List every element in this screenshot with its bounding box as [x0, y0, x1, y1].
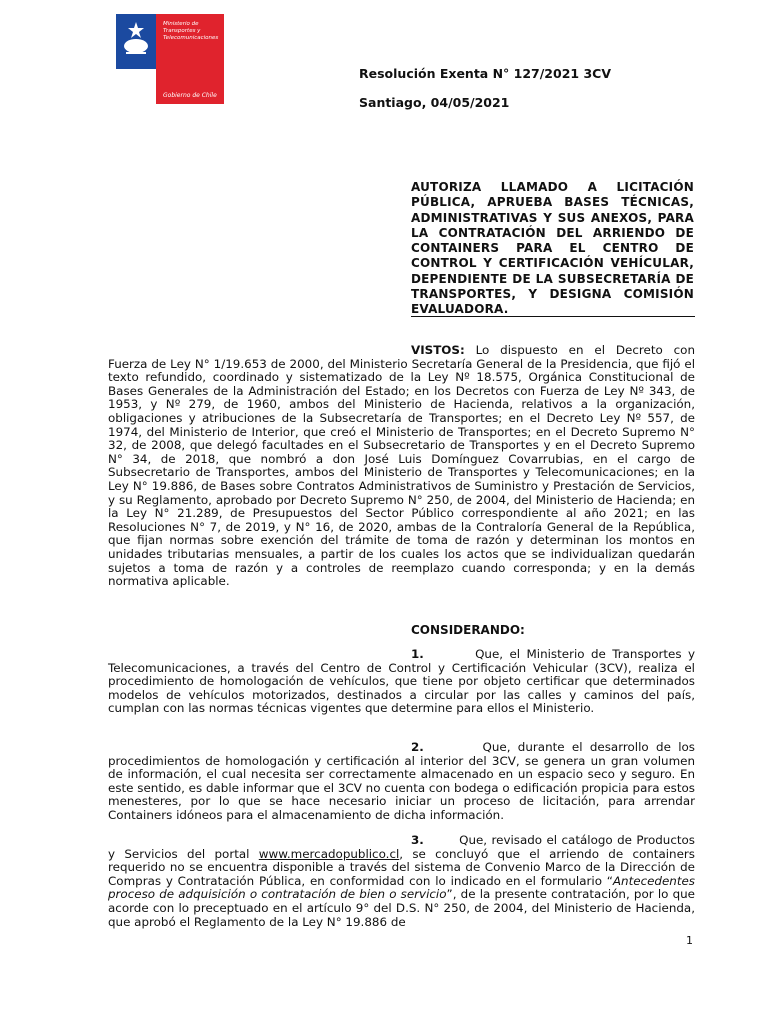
item-text-italic: Antecedentes proceso de adquisición o contratación de bien o servicio [108, 873, 695, 902]
item-number: 2. [411, 740, 424, 754]
page-number: 1 [686, 934, 693, 947]
logo-white-field [116, 69, 156, 104]
title-underline [411, 316, 695, 317]
coat-of-arms-icon [120, 18, 152, 62]
resolution-number: Resolución Exenta N° 127/2021 3CV [359, 66, 611, 81]
mercadopublico-link[interactable]: www.mercadopublico.cl [258, 846, 400, 861]
vistos-text: Lo dispuesto en el Decreto con Fuerza de Ley N° 1/19.653 de 2000, del Ministerio Secretaría General de la Presidencia, que fijó el texto refundido, coordinado y sistematizado de la Ley Nº 18.575, Orgánica Constitucional de Bases Generales de la Administración del Estado; en los Decretos con Fuerza de Ley Nº 343, de 1953, y Nº 279, de 1960, ambos del Ministerio de Hacienda, relativos a la organización, obligaciones y atribuciones de la Subsecretaría de Transportes; en el Decreto Ley Nº 557, de 1974, del Ministerio de Interior, que creó el Ministerio de Transportes; en el Decreto Supremo N° 32, de 2008, que delegó facultades en el Subsecretario de Transportes y en el Decreto Supremo N° 34, de 2018, que nombró a don José Luis Domínguez Covarrubias, en el cargo de Subsecretario de Transportes, ambos del Ministerio de Transportes y Telecomunicaciones; en la Ley N° 19.886, de Bases sobre Contratos Administrativos de Suministro y Prestación de Servicios, y su Reglamento, aprobado por Decreto Supremo N° 250, de 2004, del Ministerio de Hacienda; en la Ley N° 21.289, de Presupuestos del Sector Público correspondiente al año 2021; en las Resoluciones N° 7, de 2019, y N° 16, de 2020, ambas de la Contraloría General de la República, que fijan normas sobre exención del trámite de toma de razón y determinan los montos en unidades tributarias mensuales, a partir de los cuales los actos que se individualizan quedarán sujetos a toma de razón y a controles de reemplazo cuando corresponda; y en la demás normativa aplicable. [108, 343, 695, 589]
logo-government-text: Gobierno de Chile [163, 92, 217, 99]
logo-ministry-text: Ministerio de Transportes y Telecomunicaciones [163, 21, 219, 41]
government-logo [116, 14, 224, 104]
item-number: 3. [411, 833, 424, 847]
considerando-item-1 [108, 648, 695, 716]
resolution-title: AUTORIZA LLAMADO A LICITACIÓN PÚBLICA, APRUEBA BASES TÉCNICAS, ADMINISTRATIVAS Y SUS ANEXOS, PARA LA CONTRATACIÓN DEL ARRIENDO DE CONTAINERS PARA EL CENTRO DE CONTROL Y CERTIFICACIÓN VEHÍCULAR, DEPENDIENTE DE LA SUBSECRETARÍA DE TRANSPORTES, Y DESIGNA COMISIÓN EVALUADORA. [411, 180, 694, 317]
considerando-item-3 [108, 834, 695, 929]
considerando-heading: CONSIDERANDO: [411, 623, 525, 637]
item-text-part-a: Que, revisado el catálogo de Productos y Servicios del portal [108, 833, 695, 861]
item-text: Que, el Ministerio de Transportes y Telecomunicaciones, a través del Centro de Control y Certificación Vehicular (3CV), realiza el procedimiento de homologación de vehículos, que tiene por objeto certificar que determinados modelos de vehículos motorizados, destinados a circular por las calles y caminos del país, cumplan con las normas técnicas vigentes que determine para ellos el Ministerio. [108, 647, 695, 716]
item-number: 1. [411, 647, 424, 661]
vistos-label: VISTOS: [411, 343, 465, 357]
item-text: Que, durante el desarrollo de los procedimientos de homologación y certificación al interior del 3CV, se genera un gran volumen de información, el cual necesita ser correctamente almacenado en un espacio seco y seguro. En este sentido, es dable informar que el 3CV no cuenta con bodega o edificación propicia para estos menesteres, por lo que se hace necesario iniciar un proceso de licitación, para arrendar Containers idóneos para el almacenamiento de dicha información. [108, 740, 695, 822]
item-text-part-b: , se concluyó que el arriendo de containers requerido no se encuentra disponible a través del sistema de Convenio Marco de la Dirección de Compras y Contratación Pública, en conformidad con lo indicado en el formulario “ [108, 846, 695, 888]
item-text-part-c: ”, de la presente contratación, por lo que acorde con lo preceptuado en el artículo 9° del D.S. N° 250, de 2004, del Ministerio de Hacienda, que aprobó el Reglamento de la Ley N° 19.886 de [108, 887, 695, 929]
considerando-item-2 [108, 741, 695, 823]
vistos-paragraph [108, 344, 695, 589]
place-date: Santiago, 04/05/2021 [359, 95, 510, 110]
